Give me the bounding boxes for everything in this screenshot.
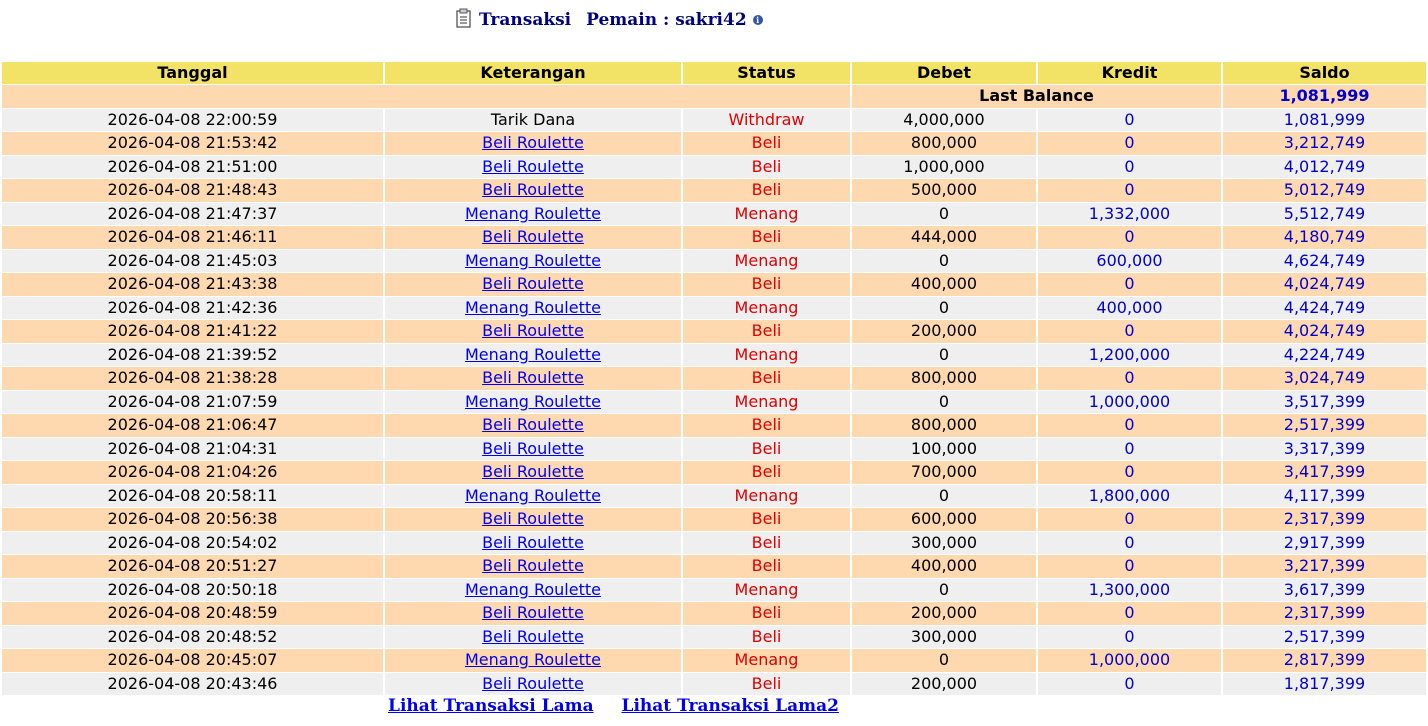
- cell-debet: 0: [852, 391, 1036, 414]
- keterangan-link[interactable]: Beli Roulette: [482, 673, 584, 693]
- cell-saldo: 4,012,749: [1223, 156, 1426, 179]
- cell-tanggal: 2026-04-08 21:53:42: [2, 132, 383, 155]
- cell-status: Menang: [683, 297, 850, 320]
- table-row: [2, 250, 1426, 273]
- cell-status: Beli: [683, 508, 850, 531]
- cell-debet: 400,000: [852, 273, 1036, 296]
- cell-tanggal: 2026-04-08 21:41:22: [2, 320, 383, 343]
- cell-status: Beli: [683, 602, 850, 625]
- cell-kredit: 0: [1038, 555, 1221, 578]
- cell-kredit: 1,332,000: [1038, 203, 1221, 226]
- cell-debet: 300,000: [852, 532, 1036, 555]
- cell-saldo: 4,117,399: [1223, 485, 1426, 508]
- cell-saldo: 3,617,399: [1223, 579, 1426, 602]
- cell-tanggal: 2026-04-08 20:51:27: [2, 555, 383, 578]
- cell-debet: 0: [852, 297, 1036, 320]
- cell-kredit: 1,000,000: [1038, 391, 1221, 414]
- cell-saldo: 4,024,749: [1223, 273, 1426, 296]
- cell-kredit: 0: [1038, 532, 1221, 555]
- cell-kredit: 0: [1038, 438, 1221, 461]
- cell-saldo: 3,417,399: [1223, 461, 1426, 484]
- cell-kredit: 600,000: [1038, 250, 1221, 273]
- cell-keterangan: Tarik Dana: [385, 109, 681, 132]
- cell-tanggal: 2026-04-08 21:04:26: [2, 461, 383, 484]
- cell-debet: 500,000: [852, 179, 1036, 202]
- cell-kredit: 0: [1038, 156, 1221, 179]
- table-row: [2, 649, 1426, 672]
- col-status: Status: [683, 62, 850, 84]
- cell-keterangan: [385, 602, 681, 625]
- cell-kredit: 1,800,000: [1038, 485, 1221, 508]
- cell-tanggal: 2026-04-08 21:45:03: [2, 250, 383, 273]
- cell-keterangan: [385, 414, 681, 437]
- cell-status: Menang: [683, 203, 850, 226]
- cell-saldo: 2,917,399: [1223, 532, 1426, 555]
- cell-tanggal: 2026-04-08 21:38:28: [2, 367, 383, 390]
- table-row: [2, 391, 1426, 414]
- keterangan-link[interactable]: Beli Roulette: [482, 415, 584, 435]
- last-balance-row: [2, 85, 1426, 108]
- cell-saldo: 4,224,749: [1223, 344, 1426, 367]
- cell-keterangan: [385, 132, 681, 155]
- cell-saldo: 3,212,749: [1223, 132, 1426, 155]
- cell-status: Beli: [683, 367, 850, 390]
- cell-kredit: 0: [1038, 626, 1221, 649]
- cell-status: Beli: [683, 273, 850, 296]
- table-row: [2, 367, 1426, 390]
- cell-keterangan: [385, 250, 681, 273]
- keterangan-link[interactable]: Menang Roulette: [465, 485, 601, 505]
- cell-status: Beli: [683, 461, 850, 484]
- table-row: [2, 532, 1426, 555]
- last-balance-value: 1,081,999: [1223, 85, 1426, 108]
- player-label: Pemain : sakri42: [586, 10, 747, 30]
- cell-saldo: 5,012,749: [1223, 179, 1426, 202]
- table-row: [2, 179, 1426, 202]
- cell-keterangan: [385, 649, 681, 672]
- cell-status: Beli: [683, 156, 850, 179]
- cell-keterangan: [385, 391, 681, 414]
- cell-status: Beli: [683, 132, 850, 155]
- info-icon[interactable]: i: [753, 15, 763, 25]
- cell-keterangan: [385, 226, 681, 249]
- table-row: [2, 555, 1426, 578]
- page-header: [455, 6, 763, 34]
- table-row: [2, 109, 1426, 132]
- cell-kredit: 0: [1038, 226, 1221, 249]
- cell-tanggal: 2026-04-08 22:00:59: [2, 109, 383, 132]
- cell-tanggal: 2026-04-08 21:06:47: [2, 414, 383, 437]
- table-row: [2, 320, 1426, 343]
- cell-tanggal: 2026-04-08 21:46:11: [2, 226, 383, 249]
- cell-kredit: 0: [1038, 320, 1221, 343]
- cell-saldo: 4,180,749: [1223, 226, 1426, 249]
- keterangan-link[interactable]: Beli Roulette: [482, 227, 584, 247]
- col-tanggal: Tanggal: [2, 62, 383, 84]
- cell-status: Beli: [683, 438, 850, 461]
- cell-status: Beli: [683, 179, 850, 202]
- cell-tanggal: 2026-04-08 20:58:11: [2, 485, 383, 508]
- table-row: [2, 344, 1426, 367]
- cell-kredit: 0: [1038, 179, 1221, 202]
- cell-kredit: 0: [1038, 132, 1221, 155]
- cell-saldo: 4,624,749: [1223, 250, 1426, 273]
- cell-debet: 100,000: [852, 438, 1036, 461]
- cell-tanggal: 2026-04-08 20:43:46: [2, 673, 383, 696]
- cell-status: Beli: [683, 673, 850, 696]
- cell-tanggal: 2026-04-08 21:39:52: [2, 344, 383, 367]
- cell-debet: 0: [852, 649, 1036, 672]
- cell-tanggal: 2026-04-08 20:45:07: [2, 649, 383, 672]
- cell-keterangan: [385, 273, 681, 296]
- footer-links: [388, 696, 861, 716]
- table-row: [2, 579, 1426, 602]
- cell-tanggal: 2026-04-08 21:48:43: [2, 179, 383, 202]
- cell-debet: 444,000: [852, 226, 1036, 249]
- col-kredit: Kredit: [1038, 62, 1221, 84]
- cell-debet: 200,000: [852, 602, 1036, 625]
- keterangan-link[interactable]: Menang Roulette: [465, 344, 601, 364]
- cell-saldo: 3,024,749: [1223, 367, 1426, 390]
- link-transaksi-lama2[interactable]: Lihat Transaksi Lama2: [621, 696, 839, 716]
- cell-saldo: 1,081,999: [1223, 109, 1426, 132]
- table-row: [2, 461, 1426, 484]
- cell-keterangan: [385, 626, 681, 649]
- cell-keterangan: [385, 508, 681, 531]
- cell-saldo: 3,317,399: [1223, 438, 1426, 461]
- cell-keterangan: [385, 203, 681, 226]
- cell-status: Beli: [683, 414, 850, 437]
- cell-tanggal: 2026-04-08 21:42:36: [2, 297, 383, 320]
- cell-saldo: 2,517,399: [1223, 414, 1426, 437]
- keterangan-link[interactable]: Menang Roulette: [465, 297, 601, 317]
- cell-kredit: 1,300,000: [1038, 579, 1221, 602]
- cell-kredit: 0: [1038, 461, 1221, 484]
- cell-debet: 0: [852, 344, 1036, 367]
- cell-kredit: 1,000,000: [1038, 649, 1221, 672]
- cell-status: Menang: [683, 250, 850, 273]
- cell-saldo: 3,217,399: [1223, 555, 1426, 578]
- keterangan-link[interactable]: Beli Roulette: [482, 368, 584, 388]
- keterangan-link[interactable]: Beli Roulette: [482, 509, 584, 529]
- cell-keterangan: [385, 532, 681, 555]
- cell-keterangan: [385, 461, 681, 484]
- table-row: [2, 414, 1426, 437]
- table-row: [2, 508, 1426, 531]
- keterangan-link[interactable]: Beli Roulette: [482, 321, 584, 341]
- cell-debet: 1,000,000: [852, 156, 1036, 179]
- cell-saldo: 2,517,399: [1223, 626, 1426, 649]
- col-keterangan: Keterangan: [385, 62, 681, 84]
- table-row: [2, 438, 1426, 461]
- clipboard-icon: [455, 8, 473, 33]
- keterangan-link[interactable]: Beli Roulette: [482, 603, 584, 623]
- cell-status: Menang: [683, 649, 850, 672]
- table-row: [2, 203, 1426, 226]
- keterangan-link[interactable]: Menang Roulette: [465, 250, 601, 270]
- cell-saldo: 2,317,399: [1223, 602, 1426, 625]
- cell-kredit: 0: [1038, 602, 1221, 625]
- cell-kredit: 0: [1038, 414, 1221, 437]
- table-header-row: [2, 62, 1426, 84]
- cell-debet: 400,000: [852, 555, 1036, 578]
- cell-debet: 200,000: [852, 673, 1036, 696]
- cell-saldo: 2,317,399: [1223, 508, 1426, 531]
- cell-saldo: 5,512,749: [1223, 203, 1426, 226]
- cell-keterangan: [385, 673, 681, 696]
- table-row: [2, 132, 1426, 155]
- table-row: [2, 297, 1426, 320]
- page-title: Transaksi: [479, 10, 572, 30]
- cell-status: Menang: [683, 579, 850, 602]
- cell-status: Beli: [683, 226, 850, 249]
- cell-saldo: 1,817,399: [1223, 673, 1426, 696]
- table-row: [2, 156, 1426, 179]
- keterangan-link[interactable]: Beli Roulette: [482, 438, 584, 458]
- cell-debet: 800,000: [852, 414, 1036, 437]
- cell-keterangan: [385, 438, 681, 461]
- cell-kredit: 0: [1038, 367, 1221, 390]
- keterangan-link[interactable]: Beli Roulette: [482, 462, 584, 482]
- cell-kredit: 0: [1038, 508, 1221, 531]
- cell-kredit: 0: [1038, 273, 1221, 296]
- cell-tanggal: 2026-04-08 21:51:00: [2, 156, 383, 179]
- cell-status: Beli: [683, 320, 850, 343]
- cell-saldo: 2,817,399: [1223, 649, 1426, 672]
- keterangan-link[interactable]: Beli Roulette: [482, 626, 584, 646]
- keterangan-link[interactable]: Menang Roulette: [465, 579, 601, 599]
- cell-kredit: 400,000: [1038, 297, 1221, 320]
- table-row: [2, 673, 1426, 696]
- cell-keterangan: [385, 156, 681, 179]
- table-row: [2, 485, 1426, 508]
- cell-tanggal: 2026-04-08 20:50:18: [2, 579, 383, 602]
- cell-tanggal: 2026-04-08 20:54:02: [2, 532, 383, 555]
- keterangan-link[interactable]: Menang Roulette: [465, 391, 601, 411]
- cell-debet: 0: [852, 250, 1036, 273]
- cell-debet: 0: [852, 203, 1036, 226]
- cell-debet: 4,000,000: [852, 109, 1036, 132]
- cell-tanggal: 2026-04-08 20:56:38: [2, 508, 383, 531]
- cell-tanggal: 2026-04-08 20:48:59: [2, 602, 383, 625]
- cell-status: Menang: [683, 391, 850, 414]
- cell-keterangan: [385, 485, 681, 508]
- cell-debet: 800,000: [852, 367, 1036, 390]
- cell-debet: 0: [852, 579, 1036, 602]
- keterangan-link[interactable]: Menang Roulette: [465, 203, 601, 223]
- cell-keterangan: [385, 344, 681, 367]
- cell-saldo: 4,424,749: [1223, 297, 1426, 320]
- cell-keterangan: [385, 555, 681, 578]
- cell-keterangan: [385, 179, 681, 202]
- cell-keterangan: [385, 320, 681, 343]
- cell-tanggal: 2026-04-08 21:04:31: [2, 438, 383, 461]
- cell-keterangan: [385, 297, 681, 320]
- cell-tanggal: 2026-04-08 21:07:59: [2, 391, 383, 414]
- keterangan-link[interactable]: Beli Roulette: [482, 133, 584, 153]
- table-row: [2, 226, 1426, 249]
- cell-status: Withdraw: [683, 109, 850, 132]
- keterangan-link[interactable]: Beli Roulette: [482, 156, 584, 176]
- cell-debet: 200,000: [852, 320, 1036, 343]
- cell-kredit: 1,200,000: [1038, 344, 1221, 367]
- cell-debet: 0: [852, 485, 1036, 508]
- cell-keterangan: [385, 579, 681, 602]
- cell-kredit: 0: [1038, 109, 1221, 132]
- keterangan-link[interactable]: Menang Roulette: [465, 650, 601, 670]
- link-transaksi-lama[interactable]: Lihat Transaksi Lama: [388, 696, 594, 716]
- cell-debet: 300,000: [852, 626, 1036, 649]
- cell-status: Menang: [683, 485, 850, 508]
- cell-status: Beli: [683, 555, 850, 578]
- cell-debet: 700,000: [852, 461, 1036, 484]
- col-saldo: Saldo: [1223, 62, 1426, 84]
- cell-status: Beli: [683, 532, 850, 555]
- table-row: [2, 273, 1426, 296]
- transaction-table: [0, 61, 1428, 696]
- cell-status: Beli: [683, 626, 850, 649]
- cell-tanggal: 2026-04-08 21:43:38: [2, 273, 383, 296]
- cell-keterangan: [385, 367, 681, 390]
- keterangan-link[interactable]: Beli Roulette: [482, 274, 584, 294]
- cell-status: Menang: [683, 344, 850, 367]
- col-debet: Debet: [852, 62, 1036, 84]
- keterangan-link[interactable]: Beli Roulette: [482, 532, 584, 552]
- cell-tanggal: 2026-04-08 20:48:52: [2, 626, 383, 649]
- cell-debet: 600,000: [852, 508, 1036, 531]
- cell-saldo: 4,024,749: [1223, 320, 1426, 343]
- table-row: [2, 626, 1426, 649]
- cell-debet: 800,000: [852, 132, 1036, 155]
- cell-kredit: 0: [1038, 673, 1221, 696]
- cell-saldo: 3,517,399: [1223, 391, 1426, 414]
- keterangan-link[interactable]: Beli Roulette: [482, 556, 584, 576]
- last-balance-label: Last Balance: [852, 85, 1221, 108]
- cell-tanggal: 2026-04-08 21:47:37: [2, 203, 383, 226]
- table-row: [2, 602, 1426, 625]
- keterangan-link[interactable]: Beli Roulette: [482, 180, 584, 200]
